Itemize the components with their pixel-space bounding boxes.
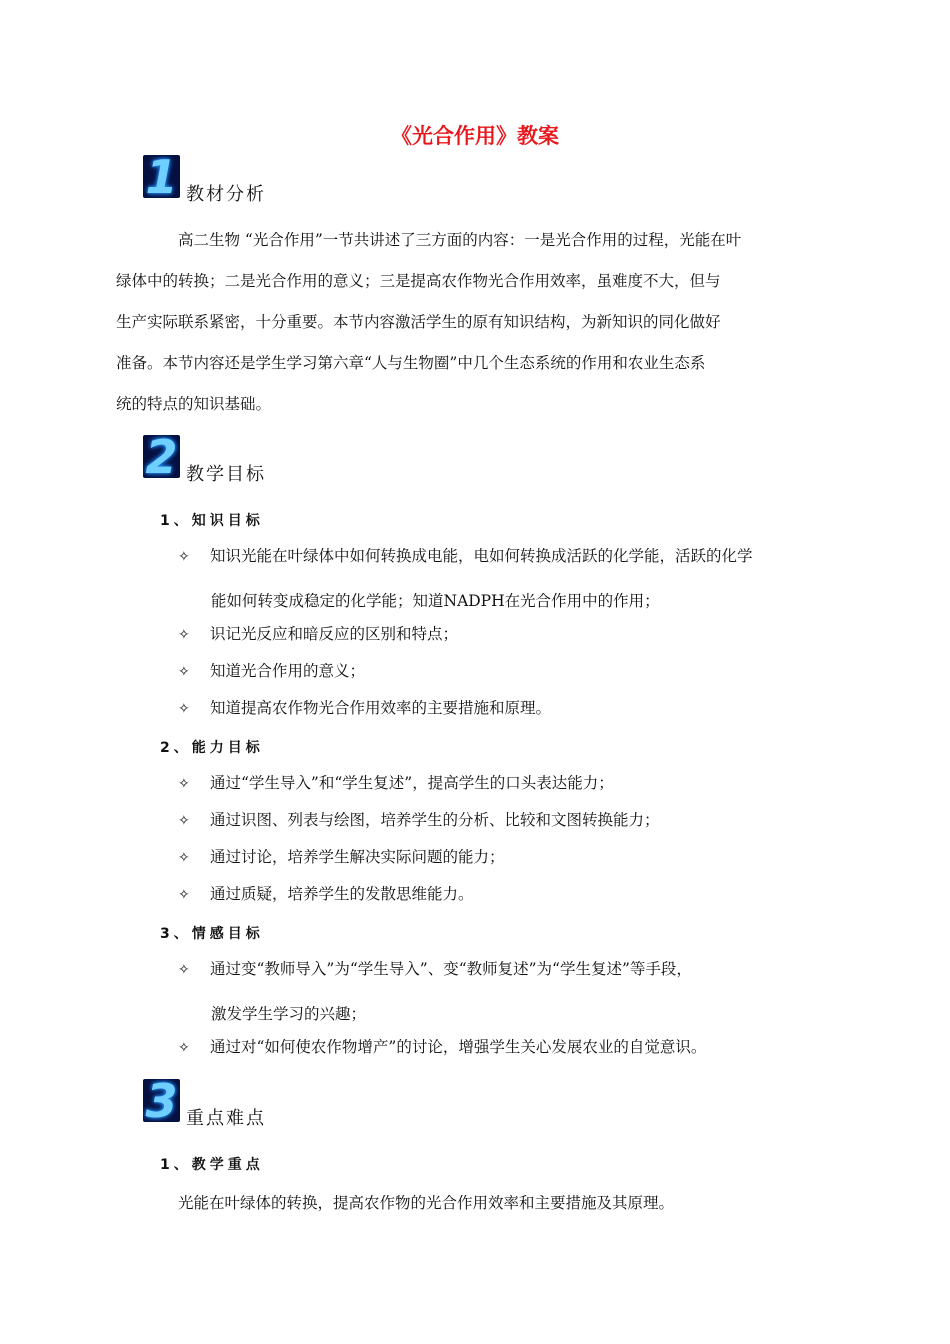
analysis-line: 生产实际联系紧密，十分重要。本节内容激活学生的原有知识结构，为新知识的同化做好	[116, 313, 721, 331]
subheading-knowledge: 1、知识目标	[160, 513, 264, 529]
list-item	[178, 1027, 706, 1069]
list-item	[178, 651, 365, 693]
diamond-bullet-icon: ✧	[178, 627, 190, 643]
list-item-text: 通过变“教师导入”为“学生导入”、变“教师复述”为“学生复述”等手段，	[210, 960, 692, 978]
list-item	[178, 688, 551, 730]
analysis-line: 准备。本节内容还是学生学习第六章“人与生物圈”中几个生态系统的作用和农业生态系	[116, 354, 706, 372]
section-title-analysis: 教材分析	[186, 184, 266, 205]
list-item-text: 知识光能在叶绿体中如何转换成电能，电如何转换成活跃的化学能，活跃的化学	[210, 547, 753, 565]
section-number: 1	[145, 155, 178, 198]
diamond-bullet-icon: ✧	[178, 664, 190, 680]
subheading-teaching-focus: 1、教学重点	[160, 1157, 264, 1173]
diamond-bullet-icon: ✧	[178, 1040, 190, 1056]
list-item-text: 知道提高农作物光合作用效率的主要措施和原理。	[210, 699, 552, 717]
list-item-text: 通过识图、列表与绘图，培养学生的分析、比较和文图转换能力；	[210, 811, 660, 829]
list-item-continuation: 激发学生学习的兴趣；	[211, 1005, 367, 1023]
section-title-goals: 教学目标	[186, 464, 266, 485]
section-number-icon-3	[143, 1079, 180, 1122]
diamond-bullet-icon: ✧	[178, 850, 190, 866]
diamond-bullet-icon: ✧	[178, 887, 190, 903]
list-item	[178, 949, 692, 991]
list-item	[178, 837, 505, 879]
list-item-continuation: 能如何转变成稳定的化学能；知道NADPH在光合作用中的作用；	[211, 592, 660, 610]
diamond-bullet-icon: ✧	[178, 701, 190, 717]
analysis-line: 绿体中的转换；二是光合作用的意义；三是提高农作物光合作用效率，虽难度不大，但与	[116, 272, 721, 290]
section-number: 2	[145, 435, 178, 478]
list-item-text: 通过质疑，培养学生的发散思维能力。	[210, 885, 474, 903]
list-item-text: 知道光合作用的意义；	[210, 662, 366, 680]
analysis-line: 统的特点的知识基础。	[116, 395, 272, 413]
analysis-paragraph	[116, 220, 810, 425]
analysis-line: 高二生物 “光合作用”一节共讲述了三方面的内容：一是光合作用的过程，光能在叶	[178, 231, 742, 249]
list-item-text: 通过讨论，培养学生解决实际问题的能力；	[210, 848, 505, 866]
list-item-text: 通过对“如何使农作物增产”的讨论，增强学生关心发展农业的自觉意识。	[210, 1038, 707, 1056]
section-title-focus: 重点难点	[186, 1108, 266, 1129]
list-item	[178, 536, 753, 578]
list-item	[178, 763, 614, 805]
section-number-icon-2	[143, 435, 180, 478]
list-item	[178, 874, 474, 916]
list-item-text: 识记光反应和暗反应的区别和特点；	[210, 625, 459, 643]
list-item	[178, 614, 458, 656]
diamond-bullet-icon: ✧	[178, 549, 190, 565]
list-item-text: 通过“学生导入”和“学生复述”，提高学生的口头表达能力；	[210, 774, 614, 792]
subheading-emotion: 3、情感目标	[160, 926, 264, 942]
section-number-icon-1	[143, 155, 180, 198]
list-item	[178, 800, 660, 842]
subheading-ability: 2、能力目标	[160, 740, 264, 756]
diamond-bullet-icon: ✧	[178, 813, 190, 829]
diamond-bullet-icon: ✧	[178, 962, 190, 978]
focus-text: 光能在叶绿体的转换，提高农作物的光合作用效率和主要措施及其原理。	[178, 1194, 675, 1212]
diamond-bullet-icon: ✧	[178, 776, 190, 792]
document-title: 《光合作用》教案	[391, 124, 559, 148]
section-number: 3	[145, 1079, 178, 1122]
